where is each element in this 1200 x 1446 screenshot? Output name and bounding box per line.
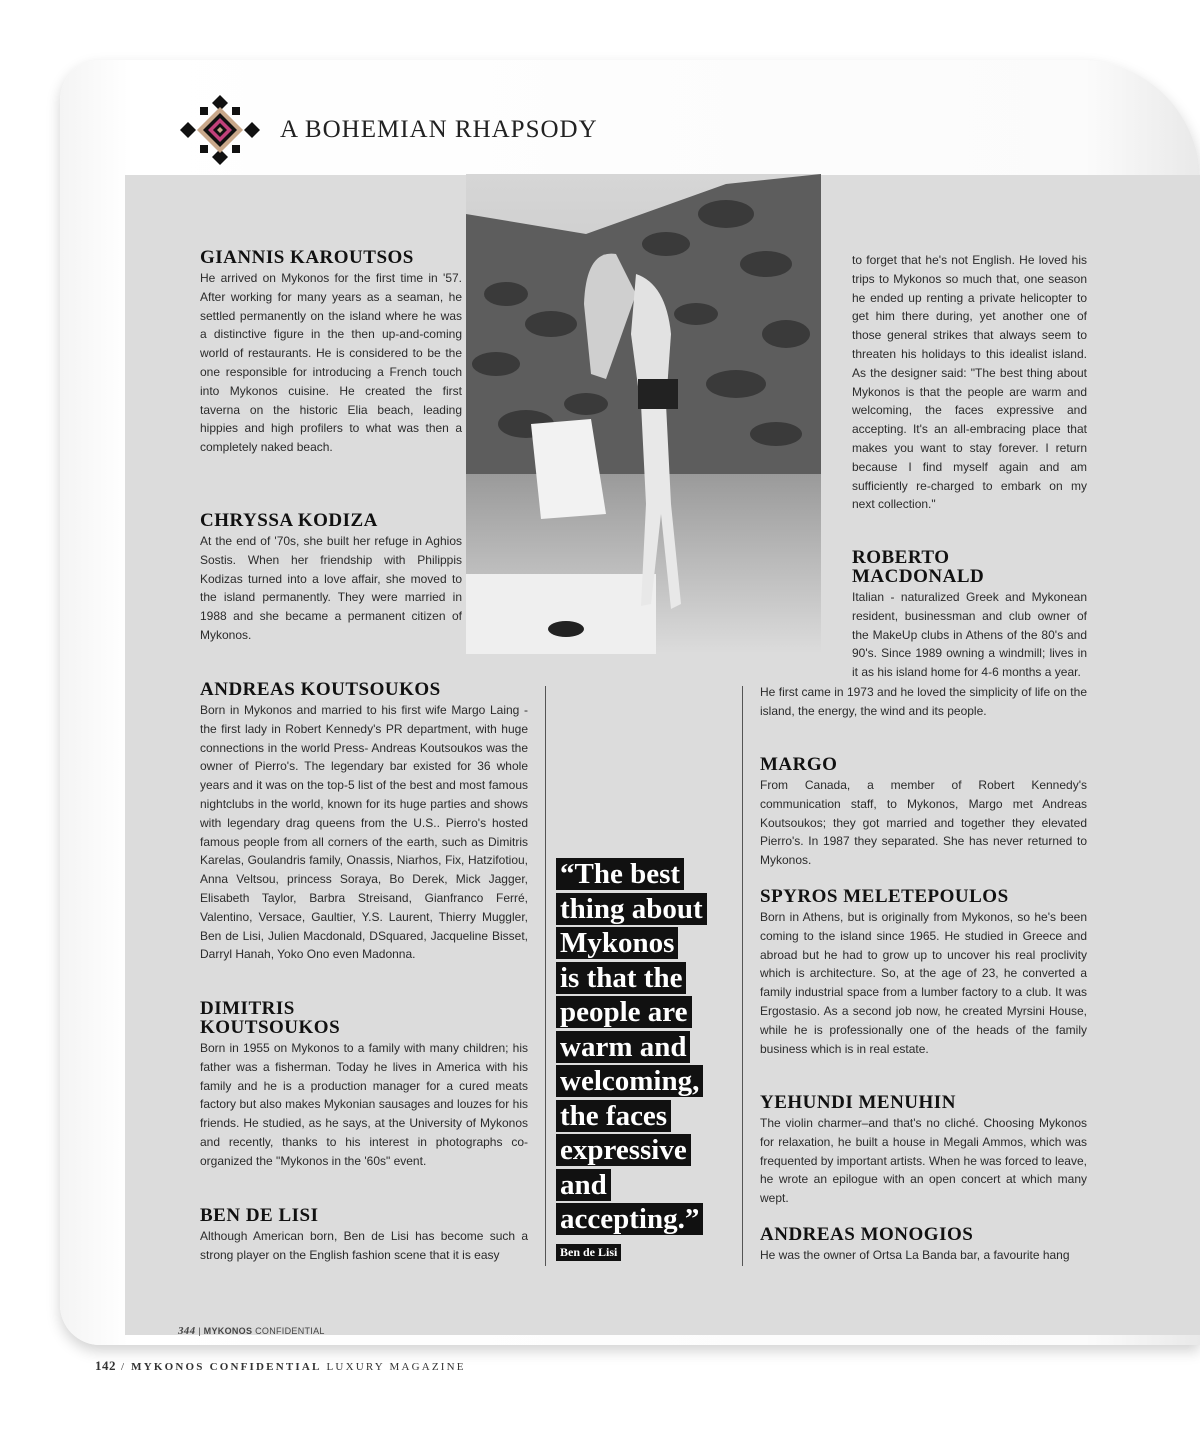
person-bio: Although American born, Ben de Lisi has become such a strong player on the English fashion scene that it is easy [200, 1229, 528, 1262]
entry-andreas-koutsoukos [200, 680, 528, 964]
inner-folio-separator: | [198, 1326, 201, 1336]
quote-line: accepting.” [556, 1203, 703, 1235]
entry-spyros-meletepoulos [760, 887, 1087, 1058]
person-bio: Born in Mykonos and married to his first wife Margo Laing -the first lady in Robert Kennedy's PR department, with huge connections in the world Press- Andreas Koutsoukos was the owner of Pierro's. The legendary bar existed for 36 whole years and it was on the top-5 list of the best and most famous nightclubs in the world, known for its huge parties and shows with legendary drag queens from the U.S.. Pierro's hosted famous people from all corners of the earth, such as Dimitris Karelas, Goulandris family, Onassis, Niarhos, Fix, Hatzifotiou, Anna Veltsou, princess Soraya, Bo Derek, Mick Jagger, Elisabeth Taylor, Barbra Streisand, Gianfranco Ferré, Valentino, Versace, Gaultier, Y.S. Laurent, Thierry Muggler, Ben de Lisi, Julien Macdonald, DSquared, Jacqueline Bisset, Darryl Hanah, Yoko Ono even Madonna. [200, 703, 528, 962]
entry-andreas-monogios [760, 1225, 1087, 1265]
person-name: MARGO [760, 754, 838, 775]
inner-page-folio [178, 1325, 325, 1337]
person-bio: He arrived on Mykonos for the first time in '57. After working for many years as a seaman, he settled permanently on the island where he was a distinctive figure in the then up-and-coming world of restaurants. He is considered to be the one responsible for introducing a French touch into Mykonos cuisine. He created the first taverna on the historic Elia beach, leading hippies and high profilers to what was then a completely naked beach. [200, 271, 462, 455]
entry-dimitris-koutsoukos [200, 999, 528, 1171]
person-bio: Born in 1955 on Mykonos to a family with many children; his father was a fisherman. Today he lives in America with his family and he is a production manager for a cured meats factory but also makes Mykonian sausages and louzes for his friends. He studied, as he says, at the University of Mykonos and recently, thanks to his interest in photographs co-organized the "Mykonos in the '60s" event. [200, 1041, 528, 1168]
column-divider-left [545, 686, 546, 1266]
hero-photo [466, 174, 821, 654]
person-name: ANDREAS KOUTSOUKOS [200, 679, 441, 700]
person-bio-continued: to forget that he's not English. He loved his trips to Mykonos so much that, one season he ended up renting a private helicopter to get him there during, yet another one of those general strikes that always seem to threaten his holidays to this idealist island. As the designer said: "The best thing about Mykonos is that the people are warm and welcoming, the faces expressive and accepting. It's an all-embracing place that makes you want to stay forever. I return because I find myself again and am sufficiently re-charged to embark on my next collection." [852, 253, 1087, 512]
person-name: CHRYSSA KODIZA [200, 510, 378, 531]
entry-yehundi-menuhin [760, 1093, 1087, 1208]
person-bio: At the end of '70s, she built her refuge in Aghios Sostis. When her friendship with Philippis Kodizas turned into a love affair, she moved to the island permanently. They were married in 1988 and she became a permanent citizen of Mykonos. [200, 534, 462, 642]
inner-folio-label: CONFIDENTIAL [255, 1326, 325, 1336]
quote-line: warm and [556, 1031, 690, 1063]
footer-label: LUXURY MAGAZINE [326, 1361, 466, 1373]
inner-page-number: 344 [178, 1325, 196, 1337]
entry-chryssa-kodiza [200, 511, 462, 645]
quote-line: expressive [556, 1134, 691, 1166]
person-name: BEN DE LISI [200, 1205, 319, 1226]
entry-roberto-macdonald [852, 548, 1087, 682]
quote-line: “The best [556, 858, 684, 890]
person-name: SPYROS MELETEPOULOS [760, 886, 1009, 907]
footer-brand: MYKONOS CONFIDENTIAL [131, 1361, 322, 1373]
quote-attribution: Ben de Lisi [556, 1244, 621, 1261]
quote-line: welcoming, [556, 1065, 703, 1097]
inner-folio-brand: MYKONOS [203, 1326, 253, 1336]
quote-line: is that the [556, 962, 686, 994]
quote-line: Mykonos [556, 927, 678, 959]
quote-line: the faces [556, 1100, 671, 1132]
person-bio-continued: He first came in 1973 and he loved the simplicity of life on the island, the energy, the wind and its people. [760, 685, 1087, 718]
footer-separator: / [120, 1361, 127, 1373]
entry-margo [760, 755, 1087, 870]
entry-ben-de-lisi-continued [852, 251, 1087, 514]
person-name: YEHUNDI MENUHIN [760, 1092, 956, 1113]
person-bio: The violin charmer–and that's no cliché. Choosing Mykonos for relaxation, he built a house in Megali Ammos, which was frequented by important artists. When he was forced to leave, he wrote an epilogue with an open concert at which many wept. [760, 1116, 1087, 1206]
entry-giannis-karoutsos [200, 248, 462, 457]
quote-line: thing about [556, 893, 707, 925]
aztec-diamond-ornament-icon [178, 93, 262, 167]
person-bio: He was the owner of Ortsa La Banda bar, a favourite hang [760, 1248, 1070, 1262]
person-name: DIMITRIS KOUTSOUKOS [200, 998, 341, 1038]
page-number: 142 [95, 1358, 116, 1373]
person-name: ROBERTO MACDONALD [852, 547, 985, 587]
page-footer [95, 1358, 466, 1374]
person-name: GIANNIS KAROUTSOS [200, 247, 414, 268]
person-bio: From Canada, a member of Robert Kennedy's communication staff, to Mykonos, Margo met Andreas Koutsoukos; they got married and together they elevated Pierro's. In 1987 they separated. She has never returned to Mykonos. [760, 778, 1087, 868]
page-title: A BOHEMIAN RHAPSODY [280, 116, 598, 143]
entry-ben-de-lisi [200, 1206, 528, 1265]
quote-line: and [556, 1169, 611, 1201]
person-name: ANDREAS MONOGIOS [760, 1224, 974, 1245]
quote-line: people are [556, 996, 692, 1028]
column-divider-right [742, 686, 743, 1266]
person-bio: Italian - naturalized Greek and Mykonean resident, businessman and club owner of the MakeUp clubs in Athens of the 80's and 90's. Since 1989 owning a windmill; lives in it as his island home for 4-6 months a year. [852, 590, 1087, 680]
person-bio: Born in Athens, but is originally from Mykonos, so he's been coming to the island since 1965. He studied in Greece and abroad but he had to grow up to uncover his real proclivity which is architecture. So, at the age of 23, he converted a family industrial space from a lumber factory to a club. It was Ergostasio. As a second job now, he created Myrsini House, while he is professionally one of the heads of the family business which is in real estate. [760, 910, 1087, 1056]
pull-quote [556, 858, 726, 1261]
entry-roberto-macdonald-continued [760, 683, 1087, 721]
section-header [178, 90, 598, 170]
